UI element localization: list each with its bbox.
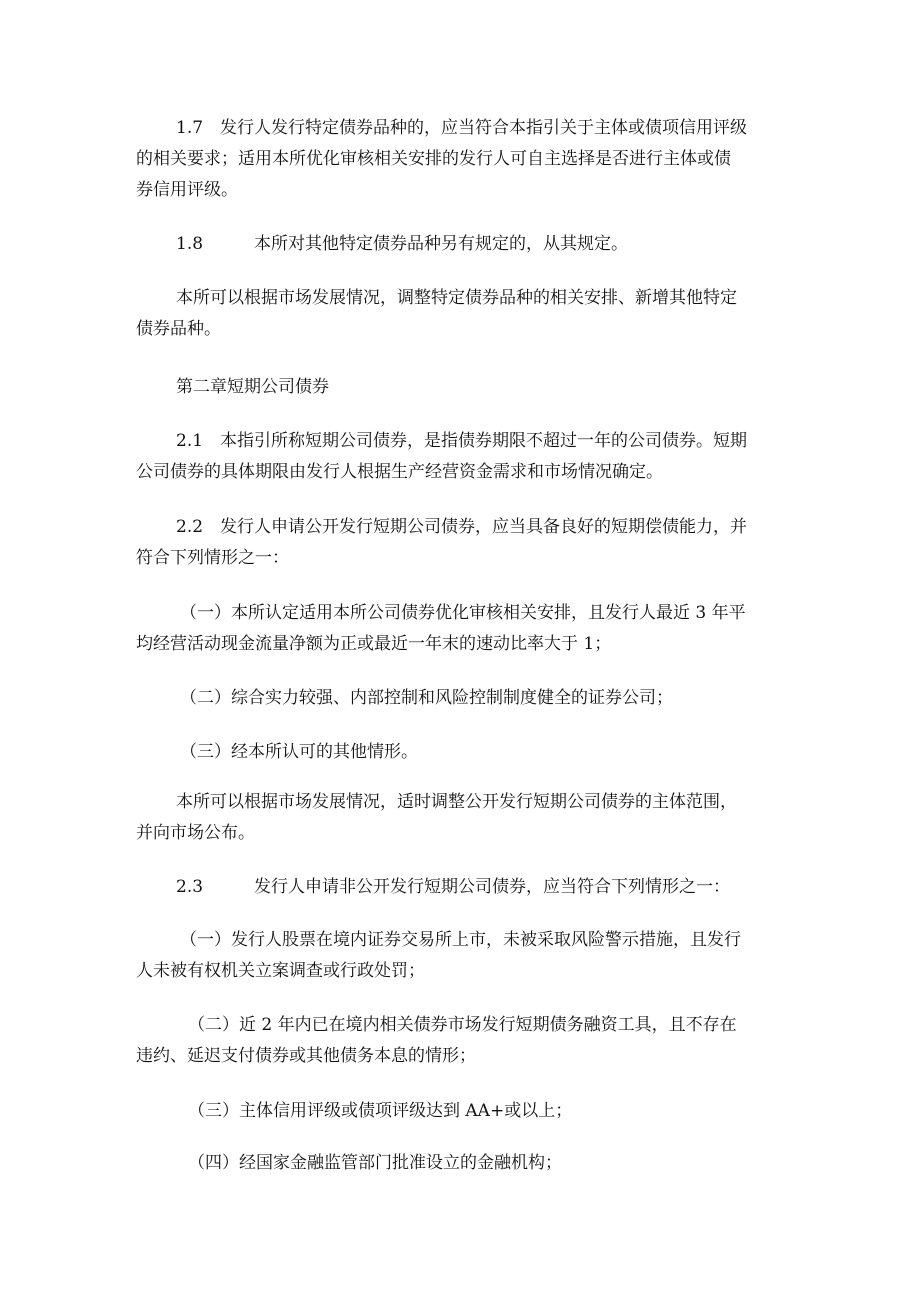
list-item-2-2-3	[136, 737, 796, 768]
text-line: （二）近 2 年内已在境内相关债券市场发行短期债务融资工具，且不存在	[188, 1015, 737, 1035]
text-line: （三）经本所认可的其他情形。	[180, 742, 418, 762]
paragraph-2-3	[136, 872, 796, 903]
paragraph-2-1	[136, 426, 796, 488]
list-item-2-3-2	[136, 1010, 796, 1072]
paragraph-adjust-scope	[136, 787, 796, 849]
text-line: （一）本所认定适用本所公司债券优化审核相关安排，且发行人最近 3 年平	[180, 603, 746, 623]
text-line: 人未被有权机关立案调查或行政处罚；	[136, 961, 425, 981]
text-line: 并向市场公布。	[136, 823, 255, 843]
chapter-title: 第二章短期公司债券	[176, 377, 329, 397]
chapter-heading	[136, 372, 796, 403]
text-line: 本所可以根据市场发展情况，调整特定债券品种的相关安排、新增其他特定	[176, 288, 737, 308]
text-line: 债券品种。	[136, 319, 221, 339]
list-item-2-2-1	[136, 598, 796, 660]
text-line: 本所可以根据市场发展情况，适时调整公开发行短期公司债券的主体范围，	[176, 792, 737, 812]
text-line: 2.3 发行人申请非公开发行短期公司债券，应当符合下列情形之一：	[176, 877, 731, 897]
text-line: 1.8 本所对其他特定债券品种另有规定的，从其规定。	[176, 234, 629, 254]
paragraph-1-7	[136, 113, 796, 206]
text-line: 均经营活动现金流量净额为正或最近一年末的速动比率大于 1；	[136, 634, 612, 654]
text-line: 符合下列情形之一：	[136, 548, 289, 568]
paragraph-adjust-varieties	[136, 283, 796, 345]
paragraph-1-8	[136, 229, 796, 260]
text-line: 2.1 本指引所称短期公司债券，是指债券期限不超过一年的公司债券。短期	[176, 431, 748, 451]
text-line: 券信用评级。	[136, 180, 238, 200]
text-line: （四）经国家金融监管部门批准设立的金融机构；	[188, 1153, 562, 1173]
list-item-2-2-2	[136, 683, 796, 714]
text-line: 公司债券的具体期限由发行人根据生产经营资金需求和市场情况确定。	[136, 462, 663, 482]
text-line: 违约、延迟支付债券或其他债务本息的情形；	[136, 1046, 476, 1066]
list-item-2-3-3	[136, 1096, 796, 1127]
text-line: （三）主体信用评级或债项评级达到 AA+或以上；	[188, 1101, 573, 1121]
text-line: 的相关要求；适用本所优化审核相关安排的发行人可自主选择是否进行主体或债	[136, 149, 731, 169]
paragraph-2-2	[136, 512, 796, 574]
list-item-2-3-4	[136, 1148, 796, 1179]
text-line: 2.2 发行人申请公开发行短期公司债券，应当具备良好的短期偿债能力，并	[176, 517, 748, 537]
text-line: （一）发行人股票在境内证券交易所上市，未被采取风险警示措施，且发行	[180, 930, 741, 950]
list-item-2-3-1	[136, 925, 796, 987]
text-line: （二）综合实力较强、内部控制和风险控制制度健全的证券公司；	[180, 688, 673, 708]
text-line: 1.7 发行人发行特定债券品种的，应当符合本指引关于主体或债项信用评级	[176, 118, 748, 138]
